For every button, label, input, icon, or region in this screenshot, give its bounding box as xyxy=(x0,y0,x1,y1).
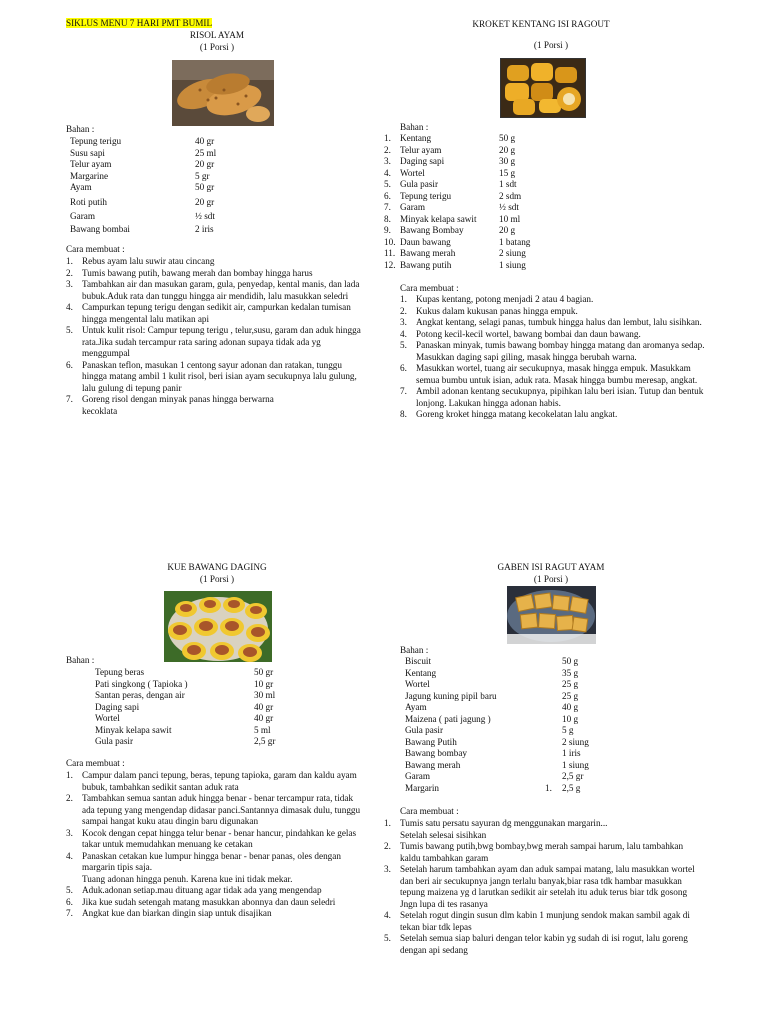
recipe4-portion: (1 Porsi ) xyxy=(533,574,569,584)
ingredient-row: Bawang bombay 1 iris xyxy=(405,748,581,758)
step-item: 5. Panaskan minyak, tumis bawang bombay hingga matang dan aromanya sedap. Masukkan daging sapi giling, masak hingga berubah warna. xyxy=(400,340,705,362)
step-item: 1. Rebus ayam lalu suwir atau cincang xyxy=(66,256,215,266)
recipe2-ingredients xyxy=(384,133,530,271)
ingredient-row: 2. Telur ayam 20 g xyxy=(384,144,516,155)
recipe1-steps xyxy=(66,256,368,417)
document-header: SIKLUS MENU 7 HARI PMT BUMIL xyxy=(66,18,213,28)
ingredient-row: Wortel 25 g xyxy=(405,679,579,689)
recipe3-title: KUE BAWANG DAGING xyxy=(167,562,267,572)
ingredient-row: Daging sapi 40 gr xyxy=(95,701,274,712)
ingredient-row: Jagung kuning pipil baru 25 g xyxy=(405,690,579,701)
step-item: 3. Kocok dengan cepat hingga telur benar - benar hancur, pindahkan ke gelas takar untuk memudahkan menuang ke cetakan xyxy=(66,827,357,849)
step-item: 1. Campur dalam panci tepung, beras, tepung tapioka, garam dan kaldu ayam bubuk, tambahkan sedikit santan aduk rata xyxy=(66,770,357,792)
recipe4-ingredients xyxy=(405,656,589,794)
recipe2-title: KROKET KENTANG ISI RAGOUT xyxy=(472,19,610,29)
ingredient-row: Gula pasir 2,5 gr xyxy=(95,736,276,746)
step-item: 8. Goreng kroket hingga matang kecokelatan lalu angkat. xyxy=(400,409,618,419)
step-item: 4. Panaskan cetakan kue lumpur hingga benar - benar panas, oles dengan margarin tipis saja. xyxy=(66,850,341,872)
step-item: 5. Setelah semua siap baluri dengan telor kabin yg sudah di isi rogut, lalu goreng dengan api sedang xyxy=(384,933,688,955)
ingredient-row: Biscuit 50 g xyxy=(405,656,579,666)
recipe2-bahan-label: Bahan : xyxy=(400,122,429,132)
step-item: 3. Setelah harum tambahkan ayam dan aduk sampai matang, lalu masukkan wortel dan beri air secukupnya jangn terlalu banyak,biar rasa tdk hambar masukkan tepung maizena yg d larutkan sedikit air setelah itu aduk terus biar tdk gosong xyxy=(384,864,695,897)
ingredient-row: Telur ayam 20 gr xyxy=(70,159,215,169)
recipe3-portion: (1 Porsi ) xyxy=(199,574,235,584)
step-item: Jngn lupa di tes rasanya xyxy=(400,898,488,909)
recipe2-cara-label: Cara membuat : xyxy=(400,283,459,293)
recipe1-title: RISOL AYAM xyxy=(189,30,245,40)
step-item: 2. Tumis bawang putih, bawang merah dan bombay hingga harus xyxy=(66,267,313,278)
ingredient-row: Margarine 5 gr xyxy=(70,170,210,181)
step-item: 7. Angkat kue dan biarkan dingin siap untuk disajikan xyxy=(66,908,272,918)
recipe3-ingredients xyxy=(95,667,275,748)
ingredient-row: Maizena ( pati jagung ) 10 g xyxy=(405,713,579,724)
recipe3-steps xyxy=(66,770,368,920)
ingredient-row: Bawang Putih 2 siung xyxy=(405,736,589,747)
step-item: 6. Masukkan wortel, tuang air secukupnya, masak hingga empuk. Masukkam semua bumbu untuk isian, aduk rata. Masak hingga bumbu meresap, angkat. xyxy=(400,363,698,385)
step-item: 3. Tambahkan air dan masukan garam, gula, penyedap, kental manis, dan lada bubuk.Aduk rata dan tunggu hingga air mendidih, lalu masukkan seledri xyxy=(66,279,360,301)
ingredient-row: Bawang bombai 2 iris xyxy=(70,223,214,234)
step-item: 3. Angkat kentang, selagi panas, tumbuk hingga halus dan lembut, lalu sisihkan. xyxy=(400,317,702,327)
ingredient-row: 10. Daun bawang 1 batang xyxy=(384,236,531,247)
step-item: 2. Tambahkan semua santan aduk hingga benar - benar tercampur rata, tidak ada tepung yang mengendap didasar panci.Santannya dimasak dulu, tunggu sampai hangat kuku atau dingin baru digunakan xyxy=(66,793,361,826)
ingredient-row: 4. Wortel 15 g xyxy=(384,167,516,178)
step-item: 4. Campurkan tepung terigu dengan sedikit air, campurkan kedalan tumisan hingga mengental lalu matikan api xyxy=(66,302,351,324)
step-item: 2. Kukus dalam kukusan panas hingga empuk. xyxy=(400,305,578,316)
ingredient-row: Santan peras, dengan air 30 ml xyxy=(95,690,276,700)
step-item: 6. Jika kue sudah setengah matang masukkan abonnya dan daun seledri xyxy=(66,896,336,907)
ingredient-row: 11. Bawang merah 2 siung xyxy=(384,248,526,258)
ingredient-row: Gula pasir 5 g xyxy=(405,725,574,735)
ingredient-row: Tepung terigu 40 gr xyxy=(70,136,215,146)
recipe3-cara-label: Cara membuat : xyxy=(66,758,125,768)
recipe4-steps xyxy=(384,818,702,956)
ingredient-row: 6. Tepung terigu 2 sdm xyxy=(384,190,522,201)
recipe4-cara-label: Cara membuat : xyxy=(400,806,459,816)
recipe4-bahan-label: Bahan : xyxy=(400,645,429,655)
recipe2-steps xyxy=(400,294,706,421)
ingredient-row: Wortel 40 gr xyxy=(95,713,274,723)
recipe3-bahan-label: Bahan : xyxy=(66,655,95,665)
ingredient-row: Kentang 35 g xyxy=(405,667,579,678)
recipe2-portion: (1 Porsi ) xyxy=(533,40,569,50)
gaben-photo xyxy=(507,586,596,644)
step-item: 7. Goreng risol dengan minyak panas hingga berwarna kecoklata xyxy=(66,394,274,416)
ingredient-row: 5. Gula pasir 1 sdt xyxy=(384,179,517,189)
ingredient-row: 9. Bawang Bombay 20 g xyxy=(384,225,516,235)
recipe1-bahan-label: Bahan : xyxy=(66,124,95,134)
ingredient-row: 1. Kentang 50 g xyxy=(384,133,516,143)
risol-photo xyxy=(172,60,274,126)
ingredient-row: 8. Minyak kelapa sawit 10 ml xyxy=(384,213,521,224)
ingredient-row: Margarin 1. 2,5 g xyxy=(405,782,581,793)
ingredient-row: 3. Daging sapi 30 g xyxy=(384,156,516,166)
ingredient-row: Ayam 40 g xyxy=(405,702,579,712)
step-item: 4. Setelah rogut dingin susun dlm kabin 1 munjung sendok makan sambil agak di tekan biar tdk lepas xyxy=(384,910,690,932)
step-item: 1. Tumis satu persatu sayuran dg menggunakan margarin... xyxy=(384,818,608,828)
ingredient-row: Garam 2,5 gr xyxy=(405,771,584,781)
step-item: Setelah selesai sisihkan xyxy=(400,829,487,840)
ingredient-row: Tepung beras 50 gr xyxy=(95,667,274,677)
step-item: 5. Aduk.adonan setiap.mau dituang agar tidak ada yang mengendap xyxy=(66,885,322,895)
step-item: 2. Tumis bawang putih,bwg bombay,bwg merah sampai harum, lalu tambahkan kaldu tambahkan garam xyxy=(384,841,684,863)
ingredient-row: Susu sapi 25 ml xyxy=(70,147,217,158)
kroket-photo xyxy=(500,58,586,118)
step-item: 1. Kupas kentang, potong menjadi 2 atau 4 bagian. xyxy=(400,294,594,304)
ingredient-row: Bawang merah 1 siung xyxy=(405,759,589,770)
ingredient-row: Pati singkong ( Tapioka ) 10 gr xyxy=(95,678,274,689)
recipe4-title: GABEN ISI RAGUT AYAM xyxy=(497,562,605,572)
ingredient-row: 7. Garam ½ sdt xyxy=(384,202,519,212)
step-item: 7. Ambil adonan kentang secukupnya, pipihkan lalu beri isian. Tutup dan bentuk lonjong. Lakukan hingga adonan habis. xyxy=(400,386,704,408)
step-item: 4. Potong kecil-kecil wortel, bawang bombai dan daun bawang. xyxy=(400,328,641,339)
step-item: 6. Panaskan teflon, masukan 1 centong sayur adonan dan ratakan, tunggu hingga matang ambil 1 kulit risol, beri isian ayam secukupnya lalu gulung, lalu gulung di tepung panir xyxy=(66,359,357,393)
ingredient-row: Roti putih 20 gr xyxy=(70,196,215,207)
recipe1-cara-label: Cara membuat : xyxy=(66,244,125,254)
recipe1-ingredients xyxy=(70,136,216,235)
step-item: Tuang adonan hingga penuh. Karena kue ini tidak mekar. xyxy=(82,873,293,884)
kue-photo xyxy=(164,591,272,662)
ingredient-row: Garam ½ sdt xyxy=(70,211,215,221)
recipe1-portion: (1 Porsi ) xyxy=(199,42,235,52)
ingredient-row: Minyak kelapa sawit 5 ml xyxy=(95,724,271,735)
ingredient-row: 12. Bawang putih 1 siung xyxy=(384,259,526,270)
ingredient-row: Ayam 50 gr xyxy=(70,182,215,192)
step-item: 5. Untuk kulit risol: Campur tepung terigu , telur,susu, garam dan aduk hingga rata.Jika sudah tercampur rata saring adonan supaya tidak ada yg menggumpal xyxy=(66,325,361,358)
